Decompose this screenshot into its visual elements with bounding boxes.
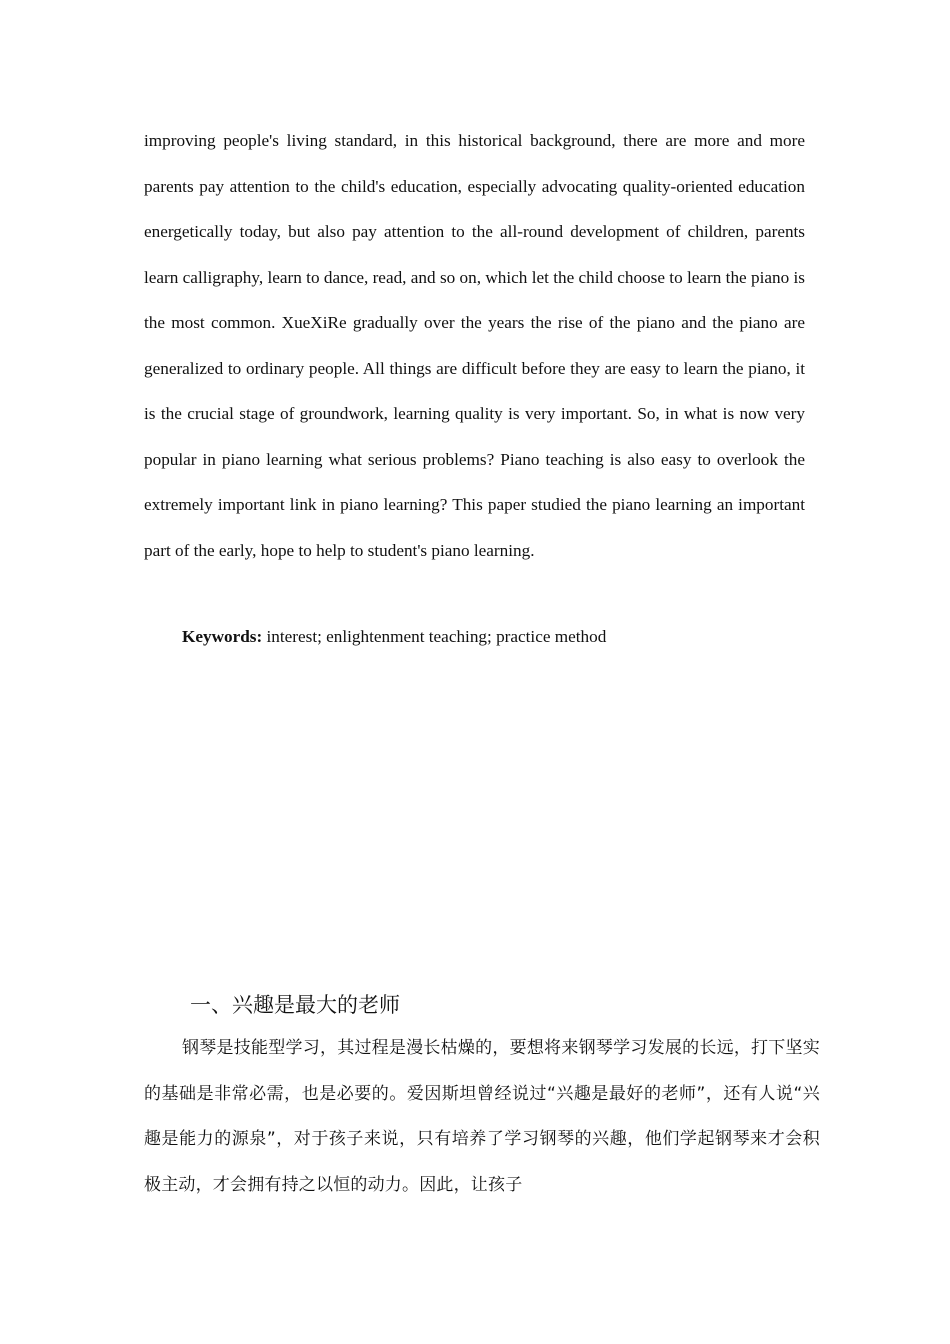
section-heading: 一、兴趣是最大的老师 xyxy=(190,993,400,1017)
keywords-line xyxy=(182,623,805,651)
section-body-paragraph: 钢琴是技能型学习，其过程是漫长枯燥的，要想将来钢琴学习发展的长远，打下坚实的基础是非常必需，也是必要的。爱因斯坦曾经说过“兴趣是最好的老师”，还有人说“兴趣是能力的源泉”，对于孩子来说，只有培养了学习钢琴的兴趣，他们学起钢琴来才会积极主动，才会拥有持之以恒的动力。因此，让孩子 xyxy=(144,1038,820,1195)
abstract-paragraph: improving people's living standard, in this historical background, there are more and more parents pay attention to the child's education, especially advocating quality-oriented education energetically today, but also pay attention to the all-round development of children, parents learn calligraphy, learn to dance, read, and so on, which let the child choose to learn the piano is the most common. XueXiRe gradually over the years the rise of the piano and the piano are generalized to ordinary people. All things are difficult before they are easy to learn the piano, it is the crucial stage of groundwork, learning quality is very important. So, in what is now very popular in piano learning what serious problems? Piano teaching is also easy to overlook the extremely important link in piano learning? This paper studied the piano learning an important part of the early, hope to help to student's piano learning. xyxy=(144,131,805,560)
keywords-text: interest; enlightenment teaching; practice method xyxy=(262,627,607,646)
keywords-label: Keywords: xyxy=(182,627,263,646)
